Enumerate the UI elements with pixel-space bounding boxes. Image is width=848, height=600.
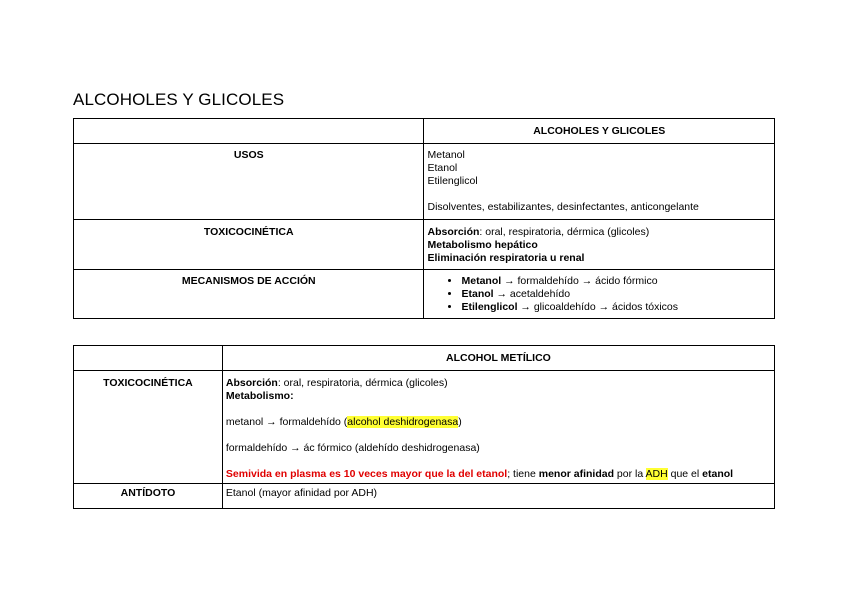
absorcion-text: : oral, respiratoria, dérmica (glicoles) — [277, 377, 448, 389]
list-item — [461, 288, 771, 301]
spacer — [226, 455, 771, 468]
table-row — [74, 270, 775, 319]
compound-name: Metanol — [461, 275, 502, 287]
mecanismos-content — [424, 270, 775, 319]
row-label-mecanismos: MECANISMOS DE ACCIÓN — [74, 270, 424, 319]
table-row — [74, 220, 775, 270]
step-text: metanol → formaldehído ( — [225, 416, 348, 428]
page-title: ALCOHOLES Y GLICOLES — [73, 90, 285, 109]
spacer — [226, 403, 771, 416]
note-bold: menor afinidad — [538, 468, 614, 480]
table-row — [74, 144, 775, 220]
row-label-antidoto: ANTÍDOTO — [74, 484, 223, 509]
usos-summary: Disolventes, estabilizantes, desinfectantes, anticongelante — [427, 201, 699, 213]
row-label-toxicocinetica: TOXICOCINÉTICA — [74, 371, 223, 484]
table-row — [74, 484, 775, 509]
red-note: Semivida en plasma es 10 veces mayor que la del etanol — [225, 468, 508, 480]
highlighted-enzyme: alcohol deshidrogenasa — [347, 416, 459, 428]
table-header-cell: ALCOHOLES Y GLICOLES — [424, 119, 775, 144]
semivida-note — [226, 468, 771, 481]
metabolism-step-1 — [226, 416, 771, 429]
compound-pathway: → acetaldehído — [493, 288, 571, 300]
note-text: por la — [614, 468, 646, 480]
note-bold: etanol — [702, 468, 734, 480]
metabolismo-line: Metabolismo hepático — [427, 239, 538, 251]
note-text: ; tiene — [507, 468, 539, 480]
spacer — [427, 188, 771, 201]
absorcion-text: : oral, respiratoria, dérmica (glicoles) — [479, 226, 650, 238]
alcoholes-glicoles-table — [73, 118, 775, 319]
step-text: ) — [458, 416, 462, 428]
row-label-usos: USOS — [74, 144, 424, 220]
highlighted-adh: ADH — [645, 468, 668, 480]
table-header-empty-cell — [74, 119, 424, 144]
usos-item: Metanol — [427, 149, 465, 161]
absorcion-label: Absorción — [427, 226, 480, 238]
usos-item: Etilenglicol — [427, 175, 478, 187]
table-row — [74, 346, 775, 371]
spacer — [226, 429, 771, 442]
table-header-empty-cell — [74, 346, 223, 371]
usos-content — [424, 144, 775, 220]
compound-name: Etanol — [461, 288, 494, 300]
row-label-toxicocinetica: TOXICOCINÉTICA — [74, 220, 424, 270]
metabolism-step-2: formaldehído → ác fórmico (aldehído deshidrogenasa) — [225, 442, 480, 454]
alcohol-metilico-table — [73, 345, 775, 509]
metabolismo-label: Metabolismo: — [225, 390, 294, 402]
table-header-cell: ALCOHOL METÍLICO — [222, 346, 774, 371]
eliminacion-line: Eliminación respiratoria u renal — [427, 252, 585, 264]
compound-name: Etilenglicol — [461, 301, 518, 313]
compound-pathway: → formaldehído → ácido fórmico — [501, 275, 658, 287]
usos-item: Etanol — [427, 162, 458, 174]
note-text: que el — [667, 468, 703, 480]
toxicocinetica-content — [424, 220, 775, 270]
list-item — [461, 301, 771, 314]
table-row — [74, 371, 775, 484]
compound-pathway: → glicoaldehído → ácidos tóxicos — [517, 301, 678, 313]
absorcion-line — [226, 377, 771, 390]
absorcion-line — [427, 226, 771, 239]
absorcion-label: Absorción — [225, 377, 278, 389]
table-row — [74, 119, 775, 144]
antidoto-content: Etanol (mayor afinidad por ADH) — [222, 484, 774, 509]
mecanismos-list — [427, 275, 771, 314]
list-item — [461, 275, 771, 288]
metilico-toxicocinetica-content — [222, 371, 774, 484]
